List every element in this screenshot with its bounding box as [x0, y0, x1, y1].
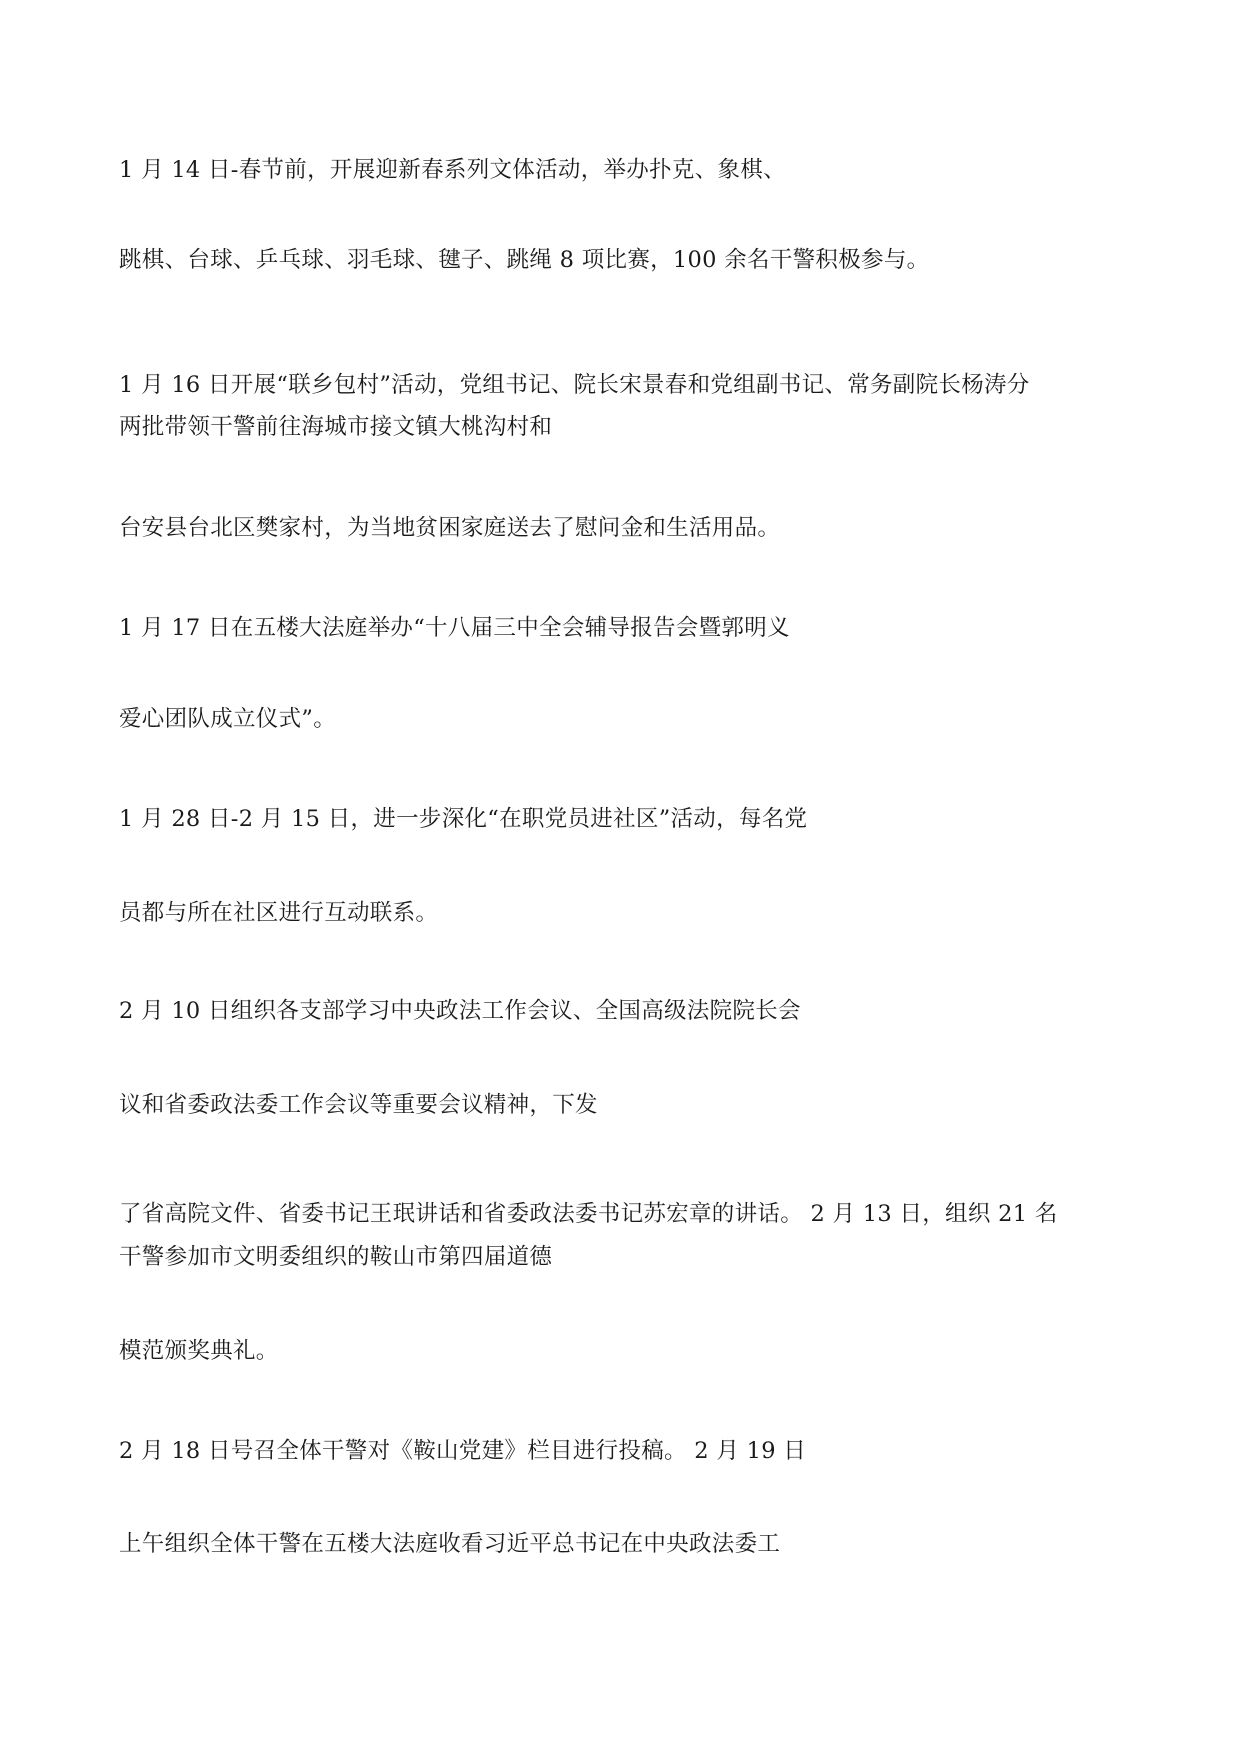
text-line: 了省高院文件、省委书记王珉讲话和省委政法委书记苏宏章的讲话。 2 月 13 日，组织 21 名	[119, 1201, 1058, 1227]
text-line: 议和省委政法委工作会议等重要会议精神，下发	[119, 1092, 598, 1118]
text-line: 爱心团队成立仪式”。	[119, 706, 337, 732]
text-line: 1 月 17 日在五楼大法庭举办“十八届三中全会辅导报告会暨郭明义	[119, 615, 790, 641]
text-line: 跳棋、台球、乒乓球、羽毛球、毽子、跳绳 8 项比赛，100 余名干警积极参与。	[119, 247, 930, 273]
text-line: 1 月 16 日开展“联乡包村”活动，党组书记、院长宋景春和党组副书记、常务副院长杨涛分	[119, 372, 1030, 398]
text-line: 台安县台北区樊家村，为当地贫困家庭送去了慰问金和生活用品。	[119, 515, 781, 541]
text-line: 2 月 10 日组织各支部学习中央政法工作会议、全国高级法院院长会	[119, 998, 801, 1024]
text-line: 两批带领干警前往海城市接文镇大桃沟村和	[119, 414, 553, 440]
text-line: 干警参加市文明委组织的鞍山市第四届道德	[119, 1244, 553, 1270]
text-line: 2 月 18 日号召全体干警对《鞍山党建》栏目进行投稿。 2 月 19 日	[119, 1438, 807, 1464]
text-line: 员都与所在社区进行互动联系。	[119, 900, 439, 926]
text-line: 1 月 14 日-春节前，开展迎新春系列文体活动，举办扑克、象棋、	[119, 157, 786, 183]
text-line: 上午组织全体干警在五楼大法庭收看习近平总书记在中央政法委工	[119, 1531, 781, 1557]
text-line: 模范颁奖典礼。	[119, 1338, 279, 1364]
text-line: 1 月 28 日-2 月 15 日，进一步深化“在职党员进社区”活动，每名党	[119, 806, 808, 832]
